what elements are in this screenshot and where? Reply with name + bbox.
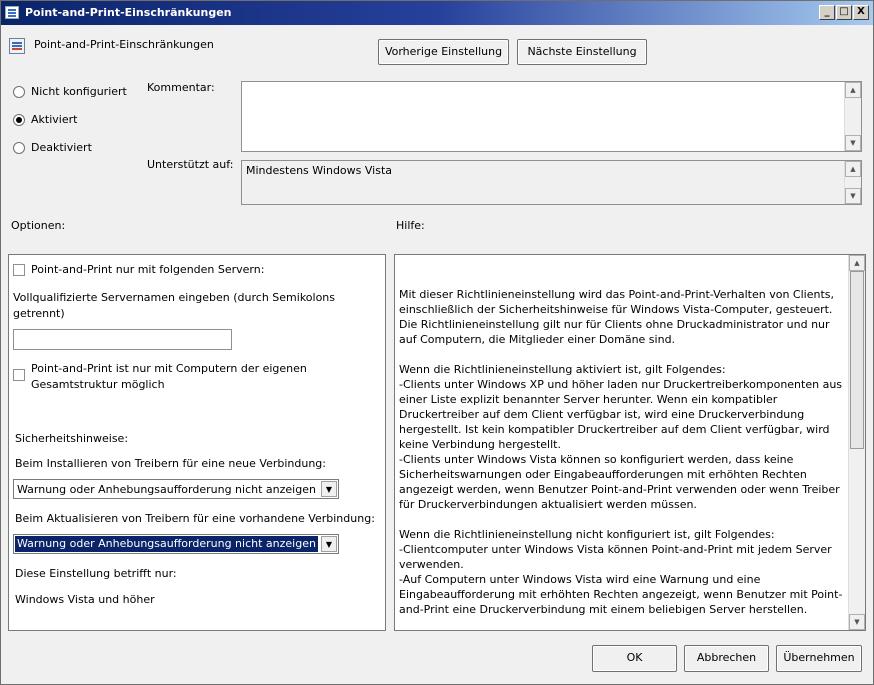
scroll-up-arrow-icon[interactable]: ▲ [845, 82, 861, 98]
scroll-down-arrow-icon[interactable]: ▼ [845, 135, 861, 151]
ok-button[interactable]: OK [592, 645, 677, 672]
install-label: Beim Installieren von Treibern für eine neue Verbindung: [15, 457, 326, 470]
policy-window-icon [5, 6, 19, 19]
servers-checkbox[interactable] [13, 264, 25, 276]
servers-checkbox-label: Point-and-Print nur mit folgenden Servern: [31, 263, 265, 276]
help-scroll-thumb[interactable] [850, 271, 864, 449]
radio-disabled-label: Deaktiviert [31, 141, 92, 154]
window-title: Point-and-Print-Einschränkungen [25, 6, 232, 19]
chevron-down-icon[interactable]: ▼ [321, 481, 337, 497]
install-dropdown[interactable] [13, 479, 339, 499]
help-title: Hilfe: [396, 219, 425, 232]
title-bar[interactable] [1, 1, 873, 25]
applies-label: Diese Einstellung betrifft nur: [15, 567, 177, 580]
scroll-up-arrow-icon[interactable]: ▲ [849, 255, 865, 271]
policy-setting-icon [9, 38, 25, 54]
security-label: Sicherheitshinweise: [15, 432, 129, 445]
scroll-down-arrow-icon[interactable]: ▼ [845, 188, 861, 204]
applies-value: Windows Vista und höher [15, 593, 155, 606]
supported-scrollbar[interactable] [844, 161, 861, 204]
supported-value: Mindestens Windows Vista [246, 164, 393, 177]
radio-not-configured[interactable] [13, 85, 133, 101]
help-panel [394, 254, 866, 631]
cancel-button[interactable]: Abbrechen [684, 645, 769, 672]
radio-enabled-circle[interactable] [13, 114, 25, 126]
help-scrollbar[interactable] [848, 255, 865, 630]
radio-enabled-label: Aktiviert [31, 113, 78, 126]
servers-input[interactable] [13, 329, 232, 350]
radio-disabled[interactable] [13, 141, 133, 157]
update-dropdown[interactable] [13, 534, 339, 554]
apply-button[interactable]: Übernehmen [776, 645, 862, 672]
comment-field[interactable] [241, 81, 862, 152]
next-setting-button[interactable]: Nächste Einstellung [517, 39, 647, 65]
update-label: Beim Aktualisieren von Treibern für eine vorhandene Verbindung: [15, 512, 375, 525]
maximize-button[interactable]: □ [836, 5, 852, 20]
scroll-up-arrow-icon[interactable]: ▲ [845, 161, 861, 177]
update-dropdown-value: Warnung oder Anhebungsaufforderung nicht anzeigen [17, 537, 316, 550]
radio-not-configured-circle[interactable] [13, 86, 25, 98]
chevron-down-icon[interactable]: ▼ [321, 536, 337, 552]
close-button[interactable]: X [853, 5, 869, 20]
options-title: Optionen: [11, 219, 66, 232]
install-dropdown-value: Warnung oder Anhebungsaufforderung nicht anzeigen [17, 483, 316, 496]
minimize-button[interactable]: _ [819, 5, 835, 20]
scroll-down-arrow-icon[interactable]: ▼ [849, 614, 865, 630]
radio-enabled[interactable] [13, 113, 133, 129]
forest-checkbox[interactable] [13, 369, 25, 381]
forest-checkbox-label: Point-and-Print ist nur mit Computern der eigenen Gesamtstruktur möglich [31, 362, 307, 391]
previous-setting-button[interactable]: Vorherige Einstellung [378, 39, 509, 65]
comment-scrollbar[interactable] [844, 82, 861, 151]
help-text: Mit dieser Richtlinieneinstellung wird das Point-and-Print-Verhalten von Clients, einschließlich der Sicherheitshinweise für Windows Vista-Computer, gesteuert. Die Richtlinieneinstellung gilt nur für Clients ohne Druckadministrator und nur auf Computern, die Mitglieder einer Domäne sind. Wenn die Richtlinieneinstellung aktiviert ist, gilt Folgendes: -Clients unter Windows XP und höher laden nur Druckertreiberkomponenten aus einer Liste explizit benannter Server herunter. Wenn ein kompatibler Druckertreiber auf dem Client verfügbar ist, wird eine Druckerverbindung hergestellt. Ist kein kompatibler Druckertreiber auf dem Client verfügbar, wird keine Verbindung hergestellt. -Clients unter Windows Vista können so konfiguriert werden, dass keine Sicherheitswarnungen oder Eingabeaufforderungen mit erhöhten Rechten angezeigt werden, wenn Benutzer Point-and-Print verwenden oder wenn Treiber für Druckerverbindungen aktualisiert werden müssen. Wenn die Richtlinieneinstellung nicht konfiguriert ist, gilt Folgendes: -Clientcomputer unter Windows Vista können Point-and-Print mit jedem Server verwenden. -Auf Computern unter Windows Vista wird eine Warnung und eine Eingabeaufforderung mit erhöhten Rechten angezeigt, wenn Benutzer mit Point-and-Print eine Druckerverbindung mit einem beliebigen Server herstellen. [399, 288, 843, 616]
options-panel [8, 254, 386, 631]
servers-instructions: Vollqualifizierte Servernamen eingeben (durch Semikolons getrennt) [13, 291, 336, 320]
radio-disabled-circle[interactable] [13, 142, 25, 154]
supported-field [241, 160, 862, 205]
policy-name: Point-and-Print-Einschränkungen [34, 38, 214, 51]
comment-label: Kommentar: [147, 81, 215, 94]
supported-label: Unterstützt auf: [147, 158, 234, 171]
radio-not-configured-label: Nicht konfiguriert [31, 85, 127, 98]
